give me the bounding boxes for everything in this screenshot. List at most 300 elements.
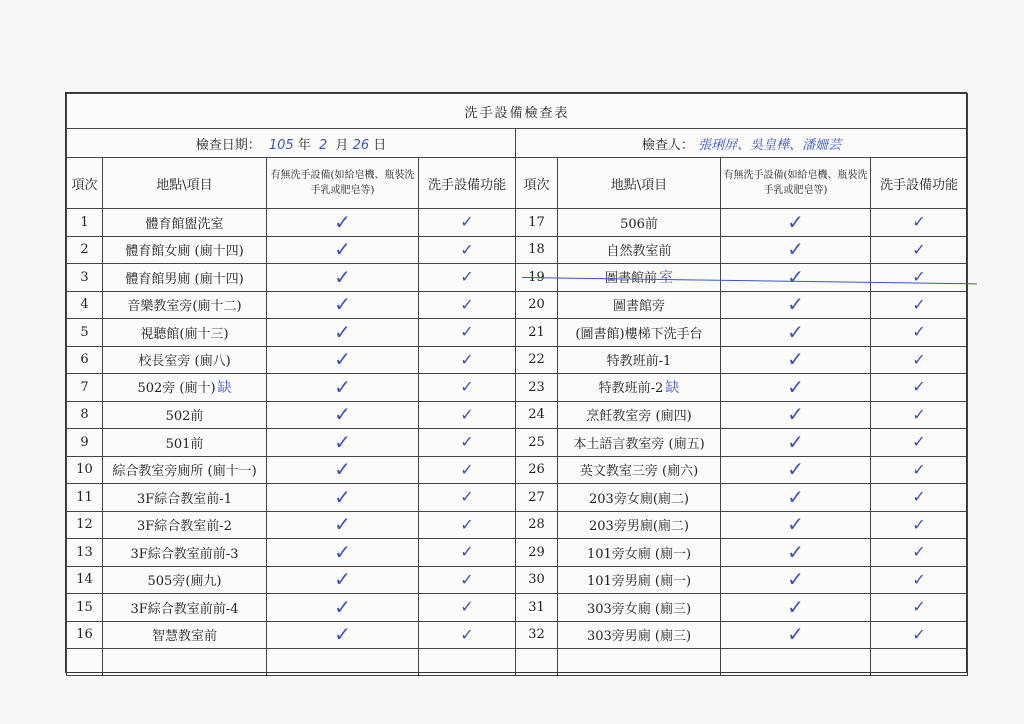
item-number-cell xyxy=(516,209,558,237)
item-number: 10 xyxy=(76,462,93,478)
has-equipment-check: ✓ xyxy=(334,567,351,592)
item-number: 9 xyxy=(80,434,89,450)
location-name-cell xyxy=(103,621,267,649)
item-number-cell xyxy=(516,594,558,622)
location-name-cell xyxy=(103,264,267,292)
has-equipment-check-cell xyxy=(267,539,419,567)
correction-note: 室 xyxy=(659,270,673,287)
location-name: 303旁女廁 (廁三) xyxy=(586,601,692,617)
location-name-cell xyxy=(103,429,267,457)
function-check: ✓ xyxy=(912,377,926,397)
has-equipment-check: ✓ xyxy=(334,457,351,482)
table-row xyxy=(67,484,968,512)
date-day: 26 xyxy=(352,137,370,153)
table-row xyxy=(67,236,968,264)
location-name-cell xyxy=(103,209,267,237)
function-check: ✓ xyxy=(912,597,926,617)
date-month: 2 xyxy=(319,137,328,153)
has-equipment-check: ✓ xyxy=(787,209,804,234)
empty-cell xyxy=(516,649,558,676)
function-check-cell xyxy=(871,484,968,512)
missing-note: 缺 xyxy=(217,380,232,397)
has-equipment-check-cell xyxy=(267,319,419,347)
date-label: 檢查日期： xyxy=(195,137,261,153)
has-equipment-check: ✓ xyxy=(787,622,804,647)
has-equipment-check-cell xyxy=(267,456,419,484)
location-name: 101旁女廁 (廁一) xyxy=(586,546,692,562)
function-check: ✓ xyxy=(460,569,474,589)
has-equipment-check: ✓ xyxy=(334,484,351,509)
function-check-cell xyxy=(419,621,516,649)
item-number-cell xyxy=(516,236,558,264)
location-name-cell xyxy=(558,566,721,594)
location-name-cell xyxy=(103,511,267,539)
location-name-cell xyxy=(103,401,267,429)
item-number: 6 xyxy=(80,352,89,368)
location-name-cell xyxy=(558,374,721,402)
location-name: 特教班前-1 xyxy=(606,354,672,370)
function-check: ✓ xyxy=(460,459,474,479)
item-number: 1 xyxy=(80,214,89,230)
table-row xyxy=(67,374,968,402)
location-name: (圖書館)樓梯下洗手台 xyxy=(575,326,703,342)
item-number: 19 xyxy=(528,269,545,285)
header-location-right: 地點\項目 xyxy=(558,158,721,209)
function-check: ✓ xyxy=(912,349,926,369)
has-equipment-check-cell xyxy=(267,484,419,512)
has-equipment-check: ✓ xyxy=(787,484,804,509)
has-equipment-check-cell xyxy=(267,429,419,457)
function-check: ✓ xyxy=(460,212,474,232)
function-check-cell xyxy=(871,621,968,649)
location-name: 自然教室前 xyxy=(606,244,672,260)
location-name-cell xyxy=(558,236,721,264)
function-check-cell xyxy=(871,566,968,594)
item-number: 32 xyxy=(528,627,545,643)
item-number: 12 xyxy=(76,517,93,533)
function-check: ✓ xyxy=(912,432,926,452)
empty-cell xyxy=(721,649,871,676)
has-equipment-check: ✓ xyxy=(334,237,351,262)
function-check: ✓ xyxy=(912,569,926,589)
function-check: ✓ xyxy=(460,239,474,259)
has-equipment-check: ✓ xyxy=(334,622,351,647)
has-equipment-check: ✓ xyxy=(334,347,351,372)
item-number: 11 xyxy=(76,489,93,505)
function-check: ✓ xyxy=(912,267,926,287)
month-unit: 月 xyxy=(335,137,349,153)
inspection-table xyxy=(66,93,968,676)
function-check-cell xyxy=(419,374,516,402)
location-name: 烹飪教室旁 (廁四) xyxy=(586,409,692,425)
function-check-cell xyxy=(871,346,968,374)
table-row xyxy=(67,319,968,347)
has-equipment-check-cell xyxy=(721,401,871,429)
item-number: 21 xyxy=(528,324,545,340)
item-number: 23 xyxy=(528,379,545,395)
item-number: 29 xyxy=(528,544,545,560)
location-name-cell xyxy=(558,209,721,237)
item-number: 14 xyxy=(76,572,93,588)
has-equipment-check-cell xyxy=(267,236,419,264)
location-name: 視聽館(廁十三) xyxy=(140,326,229,342)
has-equipment-check-cell xyxy=(721,566,871,594)
header-no-left: 項次 xyxy=(67,158,103,209)
item-number: 28 xyxy=(528,517,545,533)
location-name-cell xyxy=(103,374,267,402)
item-number-cell xyxy=(516,621,558,649)
item-number-cell xyxy=(516,346,558,374)
function-check: ✓ xyxy=(912,624,926,644)
has-equipment-check-cell xyxy=(267,209,419,237)
function-check: ✓ xyxy=(912,514,926,534)
has-equipment-check: ✓ xyxy=(334,374,351,399)
function-check-cell xyxy=(419,401,516,429)
table-row xyxy=(67,401,968,429)
function-check: ✓ xyxy=(912,294,926,314)
empty-cell xyxy=(267,649,419,676)
item-number-cell xyxy=(67,594,103,622)
item-number-cell xyxy=(67,429,103,457)
has-equipment-check: ✓ xyxy=(334,594,351,619)
empty-cell xyxy=(419,649,516,676)
function-check: ✓ xyxy=(460,294,474,314)
location-name: 3F綜合教室前-1 xyxy=(137,491,232,507)
item-number-cell xyxy=(67,374,103,402)
function-check-cell xyxy=(419,539,516,567)
item-number-cell xyxy=(516,429,558,457)
location-name: 506前 xyxy=(620,216,658,232)
location-name-cell xyxy=(558,539,721,567)
location-name: 體育館女廁 (廁十四) xyxy=(125,244,244,260)
has-equipment-check: ✓ xyxy=(334,429,351,454)
function-check: ✓ xyxy=(460,487,474,507)
has-equipment-check-cell xyxy=(267,566,419,594)
function-check: ✓ xyxy=(460,597,474,617)
location-name-cell xyxy=(558,621,721,649)
table-row xyxy=(67,511,968,539)
item-number-cell xyxy=(67,566,103,594)
item-number-cell xyxy=(516,484,558,512)
item-number: 17 xyxy=(528,214,545,230)
item-number-cell xyxy=(67,209,103,237)
has-equipment-check: ✓ xyxy=(787,457,804,482)
item-number-cell xyxy=(67,511,103,539)
empty-row xyxy=(67,649,968,676)
location-name-cell xyxy=(558,484,721,512)
item-number: 31 xyxy=(528,599,545,615)
function-check-cell xyxy=(871,291,968,319)
function-check-cell xyxy=(419,511,516,539)
location-name: 505旁(廁九) xyxy=(147,574,222,590)
header-function-left: 洗手設備功能 xyxy=(419,158,516,209)
item-number: 13 xyxy=(76,544,93,560)
has-equipment-check-cell xyxy=(721,209,871,237)
item-number: 22 xyxy=(528,352,545,368)
has-equipment-check-cell xyxy=(721,429,871,457)
has-equipment-check: ✓ xyxy=(787,594,804,619)
inspector-label: 檢查人： xyxy=(641,137,694,153)
item-number-cell xyxy=(67,539,103,567)
function-check-cell xyxy=(419,566,516,594)
location-name: 圖書館旁 xyxy=(612,299,665,315)
function-check-cell xyxy=(419,264,516,292)
item-number-cell xyxy=(516,539,558,567)
day-unit: 日 xyxy=(373,137,387,153)
has-equipment-check-cell xyxy=(267,621,419,649)
has-equipment-check-cell xyxy=(721,621,871,649)
location-name: 203旁女廁(廁二) xyxy=(589,491,689,507)
location-name-cell xyxy=(103,236,267,264)
item-number: 25 xyxy=(528,434,545,450)
item-number: 16 xyxy=(76,627,93,643)
function-check-cell xyxy=(419,319,516,347)
item-number-cell xyxy=(67,456,103,484)
item-number: 7 xyxy=(80,379,89,395)
location-name: 特教班前-2 xyxy=(598,381,664,397)
item-number: 27 xyxy=(528,489,545,505)
header-has-equipment-right: 有無洗手設備(如給皂機、瓶裝洗手乳或肥皂等) xyxy=(721,158,871,209)
item-number-cell xyxy=(67,401,103,429)
location-name: 303旁男廁 (廁三) xyxy=(586,629,692,645)
item-number-cell xyxy=(516,511,558,539)
function-check-cell xyxy=(871,456,968,484)
item-number-cell xyxy=(67,319,103,347)
date-year: 105 xyxy=(268,137,294,153)
location-name-cell xyxy=(103,566,267,594)
has-equipment-check-cell xyxy=(721,264,871,292)
item-number-cell xyxy=(67,346,103,374)
has-equipment-check: ✓ xyxy=(787,539,804,564)
has-equipment-check-cell xyxy=(721,346,871,374)
has-equipment-check: ✓ xyxy=(787,374,804,399)
item-number: 24 xyxy=(528,407,545,423)
item-number-cell xyxy=(516,456,558,484)
function-check-cell xyxy=(419,236,516,264)
inspection-date-cell xyxy=(67,129,516,158)
has-equipment-check-cell xyxy=(721,319,871,347)
location-name: 圖書館前 xyxy=(604,271,657,287)
location-name: 音樂教室旁(廁十二) xyxy=(127,299,242,315)
function-check-cell xyxy=(871,594,968,622)
item-number-cell xyxy=(516,319,558,347)
location-name-cell xyxy=(558,319,721,347)
location-name-cell xyxy=(103,594,267,622)
function-check-cell xyxy=(419,456,516,484)
location-name-cell xyxy=(103,319,267,347)
location-name: 101旁男廁 (廁一) xyxy=(586,574,692,590)
function-check: ✓ xyxy=(912,459,926,479)
location-name-cell xyxy=(103,456,267,484)
function-check-cell xyxy=(419,291,516,319)
item-number: 4 xyxy=(80,297,89,313)
has-equipment-check-cell xyxy=(721,291,871,319)
has-equipment-check: ✓ xyxy=(334,209,351,234)
function-check: ✓ xyxy=(460,404,474,424)
table-row xyxy=(67,291,968,319)
form-title: 洗手設備檢查表 xyxy=(67,94,968,129)
location-name-cell xyxy=(558,401,721,429)
function-check: ✓ xyxy=(460,267,474,287)
location-name: 3F綜合教室前-2 xyxy=(137,519,232,535)
function-check-cell xyxy=(419,429,516,457)
item-number-cell xyxy=(516,374,558,402)
has-equipment-check: ✓ xyxy=(334,512,351,537)
has-equipment-check-cell xyxy=(267,264,419,292)
has-equipment-check: ✓ xyxy=(787,292,804,317)
location-name: 502旁 (廁十) xyxy=(137,381,216,397)
has-equipment-check-cell xyxy=(721,594,871,622)
has-equipment-check: ✓ xyxy=(787,429,804,454)
location-name: 3F綜合教室前前-4 xyxy=(130,601,239,617)
has-equipment-check-cell xyxy=(721,456,871,484)
item-number: 26 xyxy=(528,462,545,478)
has-equipment-check-cell xyxy=(721,236,871,264)
function-check: ✓ xyxy=(912,322,926,342)
location-name-cell xyxy=(103,291,267,319)
item-number: 2 xyxy=(80,242,89,258)
has-equipment-check: ✓ xyxy=(787,402,804,427)
missing-note: 缺 xyxy=(665,380,680,397)
year-unit: 年 xyxy=(297,137,311,153)
location-name-cell xyxy=(558,429,721,457)
item-number-cell xyxy=(67,291,103,319)
item-number-cell xyxy=(516,401,558,429)
function-check: ✓ xyxy=(460,542,474,562)
table-row xyxy=(67,264,968,292)
has-equipment-check: ✓ xyxy=(334,539,351,564)
location-name-cell xyxy=(103,539,267,567)
function-check-cell xyxy=(419,209,516,237)
item-number-cell xyxy=(516,566,558,594)
inspector-cell xyxy=(516,129,968,158)
location-name-cell xyxy=(558,511,721,539)
location-name-cell xyxy=(558,456,721,484)
function-check-cell xyxy=(871,374,968,402)
function-check: ✓ xyxy=(460,377,474,397)
location-name: 3F綜合教室前前-3 xyxy=(130,546,239,562)
header-has-equipment-left: 有無洗手設備(如給皂機、瓶裝洗手乳或肥皂等) xyxy=(267,158,419,209)
empty-cell xyxy=(871,649,968,676)
table-row xyxy=(67,621,968,649)
location-name-cell xyxy=(103,346,267,374)
function-check-cell xyxy=(871,511,968,539)
has-equipment-check-cell xyxy=(267,594,419,622)
item-number-cell xyxy=(67,264,103,292)
location-name: 203旁男廁(廁二) xyxy=(589,519,689,535)
function-check: ✓ xyxy=(912,487,926,507)
location-name: 501前 xyxy=(165,436,204,452)
table-row xyxy=(67,346,968,374)
function-check: ✓ xyxy=(912,542,926,562)
item-number: 8 xyxy=(80,407,89,423)
function-check-cell xyxy=(871,401,968,429)
header-no-right: 項次 xyxy=(516,158,558,209)
empty-cell xyxy=(558,649,721,676)
location-name: 體育館男廁 (廁十四) xyxy=(125,271,244,287)
function-check-cell xyxy=(871,209,968,237)
function-check: ✓ xyxy=(912,404,926,424)
function-check: ✓ xyxy=(460,624,474,644)
table-row xyxy=(67,209,968,237)
has-equipment-check-cell xyxy=(721,539,871,567)
empty-cell xyxy=(67,649,103,676)
table-row xyxy=(67,429,968,457)
has-equipment-check-cell xyxy=(721,484,871,512)
location-name: 校長室旁 (廁八) xyxy=(138,354,231,370)
header-function-right: 洗手設備功能 xyxy=(871,158,968,209)
function-check-cell xyxy=(419,346,516,374)
has-equipment-check: ✓ xyxy=(334,292,351,317)
item-number: 30 xyxy=(528,572,545,588)
location-name-cell xyxy=(558,594,721,622)
function-check-cell xyxy=(419,594,516,622)
has-equipment-check: ✓ xyxy=(787,567,804,592)
location-name: 英文教室三旁 (廁六) xyxy=(579,464,699,480)
header-location-left: 地點\項目 xyxy=(103,158,267,209)
item-number-cell xyxy=(67,621,103,649)
location-name-cell xyxy=(558,346,721,374)
item-number: 20 xyxy=(528,297,545,313)
function-check: ✓ xyxy=(912,239,926,259)
has-equipment-check: ✓ xyxy=(787,319,804,344)
item-number: 5 xyxy=(80,324,89,340)
function-check: ✓ xyxy=(912,212,926,232)
function-check-cell xyxy=(871,319,968,347)
table-row xyxy=(67,594,968,622)
has-equipment-check-cell xyxy=(721,511,871,539)
has-equipment-check: ✓ xyxy=(334,319,351,344)
item-number: 15 xyxy=(76,599,93,615)
function-check-cell xyxy=(871,264,968,292)
has-equipment-check-cell xyxy=(721,374,871,402)
empty-cell xyxy=(103,649,267,676)
item-number: 18 xyxy=(528,242,545,258)
function-check: ✓ xyxy=(460,349,474,369)
location-name: 綜合教室旁廁所 (廁十一) xyxy=(112,464,257,480)
location-name: 502前 xyxy=(165,409,204,425)
function-check: ✓ xyxy=(460,514,474,534)
item-number-cell xyxy=(516,291,558,319)
has-equipment-check-cell xyxy=(267,291,419,319)
has-equipment-check: ✓ xyxy=(334,402,351,427)
function-check: ✓ xyxy=(460,432,474,452)
item-number-cell xyxy=(67,484,103,512)
inspection-form xyxy=(65,92,967,673)
has-equipment-check: ✓ xyxy=(334,264,351,289)
has-equipment-check: ✓ xyxy=(787,237,804,262)
has-equipment-check-cell xyxy=(267,511,419,539)
table-row xyxy=(67,566,968,594)
location-name: 本土語言教室旁 (廁五) xyxy=(573,436,705,452)
location-name-cell xyxy=(558,291,721,319)
location-name: 智慧教室前 xyxy=(151,629,217,645)
has-equipment-check: ✓ xyxy=(787,264,804,289)
function-check-cell xyxy=(871,429,968,457)
has-equipment-check-cell xyxy=(267,401,419,429)
item-number: 3 xyxy=(80,269,89,285)
table-row xyxy=(67,456,968,484)
has-equipment-check: ✓ xyxy=(787,512,804,537)
function-check-cell xyxy=(871,236,968,264)
function-check-cell xyxy=(871,539,968,567)
function-check: ✓ xyxy=(460,322,474,342)
table-row xyxy=(67,539,968,567)
function-check-cell xyxy=(419,484,516,512)
location-name: 體育館盥洗室 xyxy=(145,216,224,232)
item-number-cell xyxy=(67,236,103,264)
has-equipment-check-cell xyxy=(267,346,419,374)
